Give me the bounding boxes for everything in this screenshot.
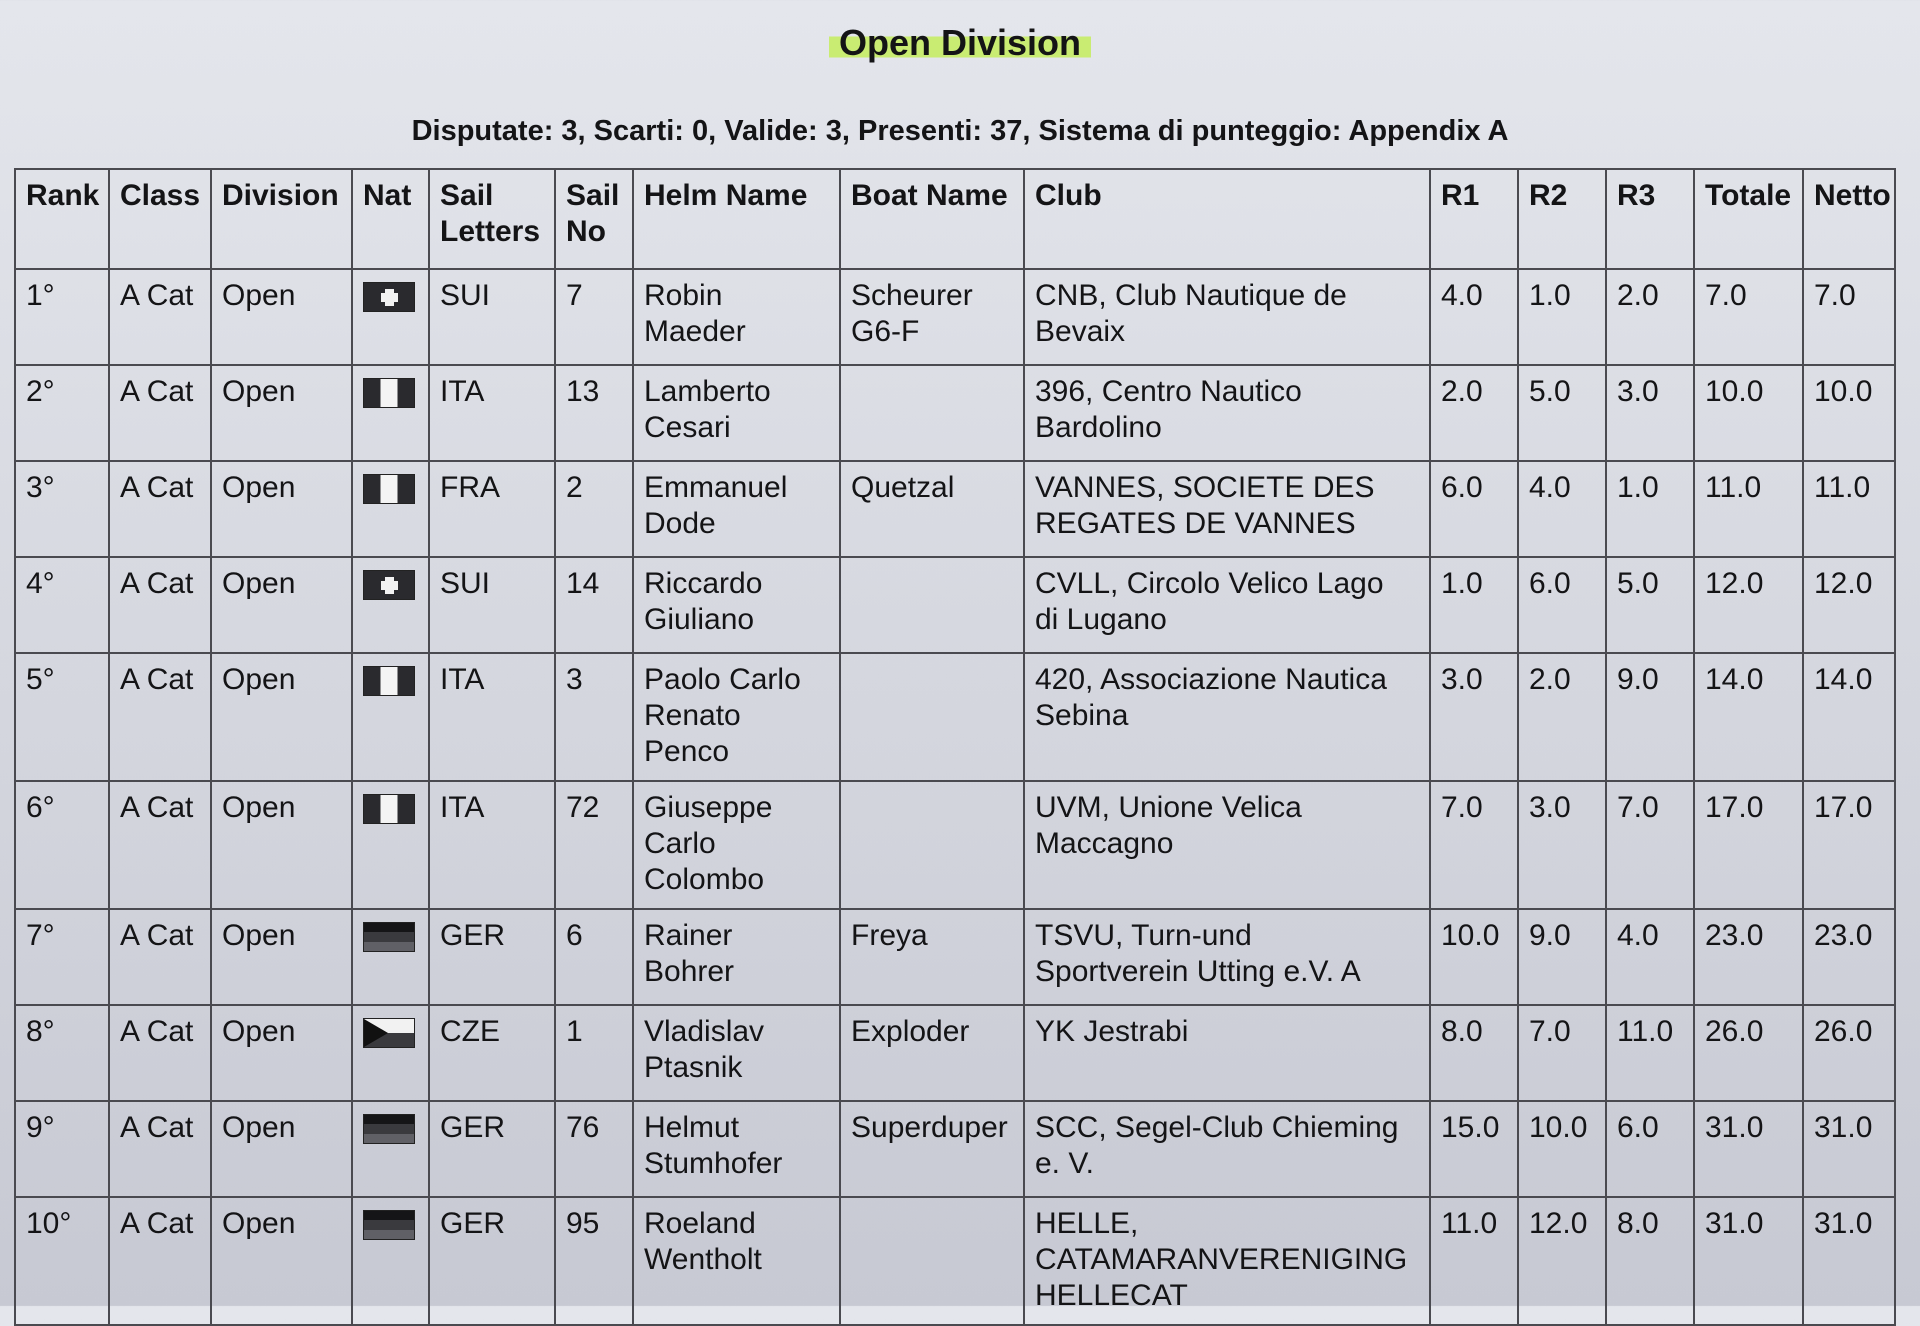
- division-cell: Open: [211, 269, 352, 365]
- sail-no-cell: 1: [555, 1005, 633, 1101]
- col-helm-name: Helm Name: [633, 169, 840, 269]
- col-division: Division: [211, 169, 352, 269]
- totale-cell: 17.0: [1694, 781, 1803, 909]
- r3-cell: 5.0: [1606, 557, 1694, 653]
- division-cell: Open: [211, 1197, 352, 1325]
- boat-name-cell: Superduper: [840, 1101, 1024, 1197]
- sail-no-cell: 3: [555, 653, 633, 781]
- r3-cell: 8.0: [1606, 1197, 1694, 1325]
- rank-cell: 1°: [15, 269, 109, 365]
- helm-name-cell: Robin Maeder: [633, 269, 840, 365]
- r2-cell: 10.0: [1518, 1101, 1606, 1197]
- division-cell: Open: [211, 781, 352, 909]
- class-cell: A Cat: [109, 909, 211, 1005]
- helm-name-cell: Roeland Wentholt: [633, 1197, 840, 1325]
- r1-cell: 3.0: [1430, 653, 1518, 781]
- rank-cell: 3°: [15, 461, 109, 557]
- netto-cell: 10.0: [1803, 365, 1895, 461]
- r1-cell: 1.0: [1430, 557, 1518, 653]
- table-row: [15, 909, 1895, 1005]
- r2-cell: 2.0: [1518, 653, 1606, 781]
- totale-cell: 10.0: [1694, 365, 1803, 461]
- r1-cell: 10.0: [1430, 909, 1518, 1005]
- col-nat: Nat: [352, 169, 429, 269]
- rank-cell: 4°: [15, 557, 109, 653]
- r1-cell: 4.0: [1430, 269, 1518, 365]
- club-cell: 420, Associazione Nautica Sebina: [1024, 653, 1430, 781]
- class-cell: A Cat: [109, 557, 211, 653]
- club-cell: CVLL, Circolo Velico Lago di Lugano: [1024, 557, 1430, 653]
- rank-cell: 6°: [15, 781, 109, 909]
- table-row: [15, 269, 1895, 365]
- rank-cell: 7°: [15, 909, 109, 1005]
- helm-name-cell: Paolo Carlo Renato Penco: [633, 653, 840, 781]
- class-cell: A Cat: [109, 781, 211, 909]
- club-cell: TSVU, Turn-und Sportverein Utting e.V. A: [1024, 909, 1430, 1005]
- division-cell: Open: [211, 1005, 352, 1101]
- boat-name-cell: Freya: [840, 909, 1024, 1005]
- r2-cell: 3.0: [1518, 781, 1606, 909]
- r1-cell: 7.0: [1430, 781, 1518, 909]
- nat-cell: [352, 557, 429, 653]
- flag-icon: [363, 570, 415, 600]
- col-club: Club: [1024, 169, 1430, 269]
- flag-icon: [363, 1210, 415, 1240]
- title-wrap: [0, 22, 1920, 64]
- r3-cell: 9.0: [1606, 653, 1694, 781]
- rank-cell: 9°: [15, 1101, 109, 1197]
- r1-cell: 6.0: [1430, 461, 1518, 557]
- class-cell: A Cat: [109, 1101, 211, 1197]
- class-cell: A Cat: [109, 365, 211, 461]
- table-row: [15, 557, 1895, 653]
- r3-cell: 6.0: [1606, 1101, 1694, 1197]
- sail-letters-cell: ITA: [429, 781, 555, 909]
- division-cell: Open: [211, 909, 352, 1005]
- netto-cell: 11.0: [1803, 461, 1895, 557]
- class-cell: A Cat: [109, 1197, 211, 1325]
- r1-cell: 2.0: [1430, 365, 1518, 461]
- totale-cell: 23.0: [1694, 909, 1803, 1005]
- col-class: Class: [109, 169, 211, 269]
- helm-name-cell: Rainer Bohrer: [633, 909, 840, 1005]
- netto-cell: 31.0: [1803, 1197, 1895, 1325]
- helm-name-cell: Giuseppe Carlo Colombo: [633, 781, 840, 909]
- sail-letters-cell: GER: [429, 909, 555, 1005]
- boat-name-cell: Scheurer G6-F: [840, 269, 1024, 365]
- sail-letters-cell: GER: [429, 1197, 555, 1325]
- club-cell: YK Jestrabi: [1024, 1005, 1430, 1101]
- nat-cell: [352, 1005, 429, 1101]
- sail-no-cell: 2: [555, 461, 633, 557]
- flag-icon: [363, 1018, 415, 1048]
- nat-cell: [352, 653, 429, 781]
- sail-no-cell: 7: [555, 269, 633, 365]
- netto-cell: 23.0: [1803, 909, 1895, 1005]
- helm-name-cell: Helmut Stumhofer: [633, 1101, 840, 1197]
- rank-cell: 10°: [15, 1197, 109, 1325]
- flag-icon: [363, 922, 415, 952]
- class-cell: A Cat: [109, 653, 211, 781]
- division-cell: Open: [211, 461, 352, 557]
- nat-cell: [352, 1101, 429, 1197]
- col-r3: R3: [1606, 169, 1694, 269]
- sail-letters-cell: SUI: [429, 557, 555, 653]
- club-cell: VANNES, SOCIETE DES REGATES DE VANNES: [1024, 461, 1430, 557]
- sail-letters-cell: ITA: [429, 653, 555, 781]
- helm-name-cell: Riccardo Giuliano: [633, 557, 840, 653]
- flag-icon: [363, 666, 415, 696]
- results-table: [14, 168, 1896, 1326]
- division-cell: Open: [211, 653, 352, 781]
- class-cell: A Cat: [109, 461, 211, 557]
- nat-cell: [352, 909, 429, 1005]
- table-row: [15, 781, 1895, 909]
- totale-cell: 14.0: [1694, 653, 1803, 781]
- sail-no-cell: 76: [555, 1101, 633, 1197]
- totale-cell: 31.0: [1694, 1101, 1803, 1197]
- r2-cell: 6.0: [1518, 557, 1606, 653]
- page-title: Open Division: [829, 22, 1091, 64]
- r2-cell: 7.0: [1518, 1005, 1606, 1101]
- sail-no-cell: 6: [555, 909, 633, 1005]
- division-cell: Open: [211, 557, 352, 653]
- header-row: [15, 169, 1895, 269]
- helm-name-cell: Vladislav Ptasnik: [633, 1005, 840, 1101]
- nat-cell: [352, 781, 429, 909]
- class-cell: A Cat: [109, 1005, 211, 1101]
- r2-cell: 5.0: [1518, 365, 1606, 461]
- club-cell: HELLE, CATAMARANVERENIGING HELLECAT: [1024, 1197, 1430, 1325]
- helm-name-cell: Emmanuel Dode: [633, 461, 840, 557]
- r3-cell: 2.0: [1606, 269, 1694, 365]
- col-r2: R2: [1518, 169, 1606, 269]
- netto-cell: 26.0: [1803, 1005, 1895, 1101]
- r2-cell: 12.0: [1518, 1197, 1606, 1325]
- flag-icon: [363, 282, 415, 312]
- sail-no-cell: 72: [555, 781, 633, 909]
- r2-cell: 4.0: [1518, 461, 1606, 557]
- totale-cell: 7.0: [1694, 269, 1803, 365]
- boat-name-cell: [840, 653, 1024, 781]
- rank-cell: 2°: [15, 365, 109, 461]
- netto-cell: 7.0: [1803, 269, 1895, 365]
- totale-cell: 11.0: [1694, 461, 1803, 557]
- class-cell: A Cat: [109, 269, 211, 365]
- table-row: [15, 1005, 1895, 1101]
- boat-name-cell: [840, 781, 1024, 909]
- sail-letters-cell: GER: [429, 1101, 555, 1197]
- sail-letters-cell: SUI: [429, 269, 555, 365]
- helm-name-cell: Lamberto Cesari: [633, 365, 840, 461]
- sail-no-cell: 95: [555, 1197, 633, 1325]
- club-cell: 396, Centro Nautico Bardolino: [1024, 365, 1430, 461]
- r1-cell: 8.0: [1430, 1005, 1518, 1101]
- division-cell: Open: [211, 1101, 352, 1197]
- r2-cell: 9.0: [1518, 909, 1606, 1005]
- r3-cell: 3.0: [1606, 365, 1694, 461]
- netto-cell: 17.0: [1803, 781, 1895, 909]
- totale-cell: 12.0: [1694, 557, 1803, 653]
- col-sail-letters: Sail Letters: [429, 169, 555, 269]
- col-rank: Rank: [15, 169, 109, 269]
- rank-cell: 5°: [15, 653, 109, 781]
- r1-cell: 15.0: [1430, 1101, 1518, 1197]
- table-row: [15, 1101, 1895, 1197]
- boat-name-cell: [840, 557, 1024, 653]
- nat-cell: [352, 365, 429, 461]
- netto-cell: 12.0: [1803, 557, 1895, 653]
- col-sail-no: Sail No: [555, 169, 633, 269]
- boat-name-cell: Exploder: [840, 1005, 1024, 1101]
- race-summary: Disputate: 3, Scarti: 0, Valide: 3, Presenti: 37, Sistema di punteggio: Appendix A: [411, 115, 1509, 147]
- table-row: [15, 365, 1895, 461]
- sail-no-cell: 14: [555, 557, 633, 653]
- r3-cell: 1.0: [1606, 461, 1694, 557]
- col-r1: R1: [1430, 169, 1518, 269]
- netto-cell: 14.0: [1803, 653, 1895, 781]
- r3-cell: 11.0: [1606, 1005, 1694, 1101]
- sail-no-cell: 13: [555, 365, 633, 461]
- nat-cell: [352, 269, 429, 365]
- club-cell: SCC, Segel-Club Chieming e. V.: [1024, 1101, 1430, 1197]
- col-boat-name: Boat Name: [840, 169, 1024, 269]
- col-netto: Netto: [1803, 169, 1895, 269]
- flag-icon: [363, 794, 415, 824]
- flag-icon: [363, 1114, 415, 1144]
- club-cell: UVM, Unione Velica Maccagno: [1024, 781, 1430, 909]
- rank-cell: 8°: [15, 1005, 109, 1101]
- boat-name-cell: Quetzal: [840, 461, 1024, 557]
- totale-cell: 31.0: [1694, 1197, 1803, 1325]
- sail-letters-cell: FRA: [429, 461, 555, 557]
- sail-letters-cell: CZE: [429, 1005, 555, 1101]
- club-cell: CNB, Club Nautique de Bevaix: [1024, 269, 1430, 365]
- table-row: [15, 461, 1895, 557]
- totale-cell: 26.0: [1694, 1005, 1803, 1101]
- r3-cell: 4.0: [1606, 909, 1694, 1005]
- boat-name-cell: [840, 365, 1024, 461]
- flag-icon: [363, 378, 415, 408]
- col-totale: Totale: [1694, 169, 1803, 269]
- table-row: [15, 653, 1895, 781]
- nat-cell: [352, 461, 429, 557]
- division-cell: Open: [211, 365, 352, 461]
- r3-cell: 7.0: [1606, 781, 1694, 909]
- netto-cell: 31.0: [1803, 1101, 1895, 1197]
- flag-icon: [363, 474, 415, 504]
- r1-cell: 11.0: [1430, 1197, 1518, 1325]
- r2-cell: 1.0: [1518, 269, 1606, 365]
- sail-letters-cell: ITA: [429, 365, 555, 461]
